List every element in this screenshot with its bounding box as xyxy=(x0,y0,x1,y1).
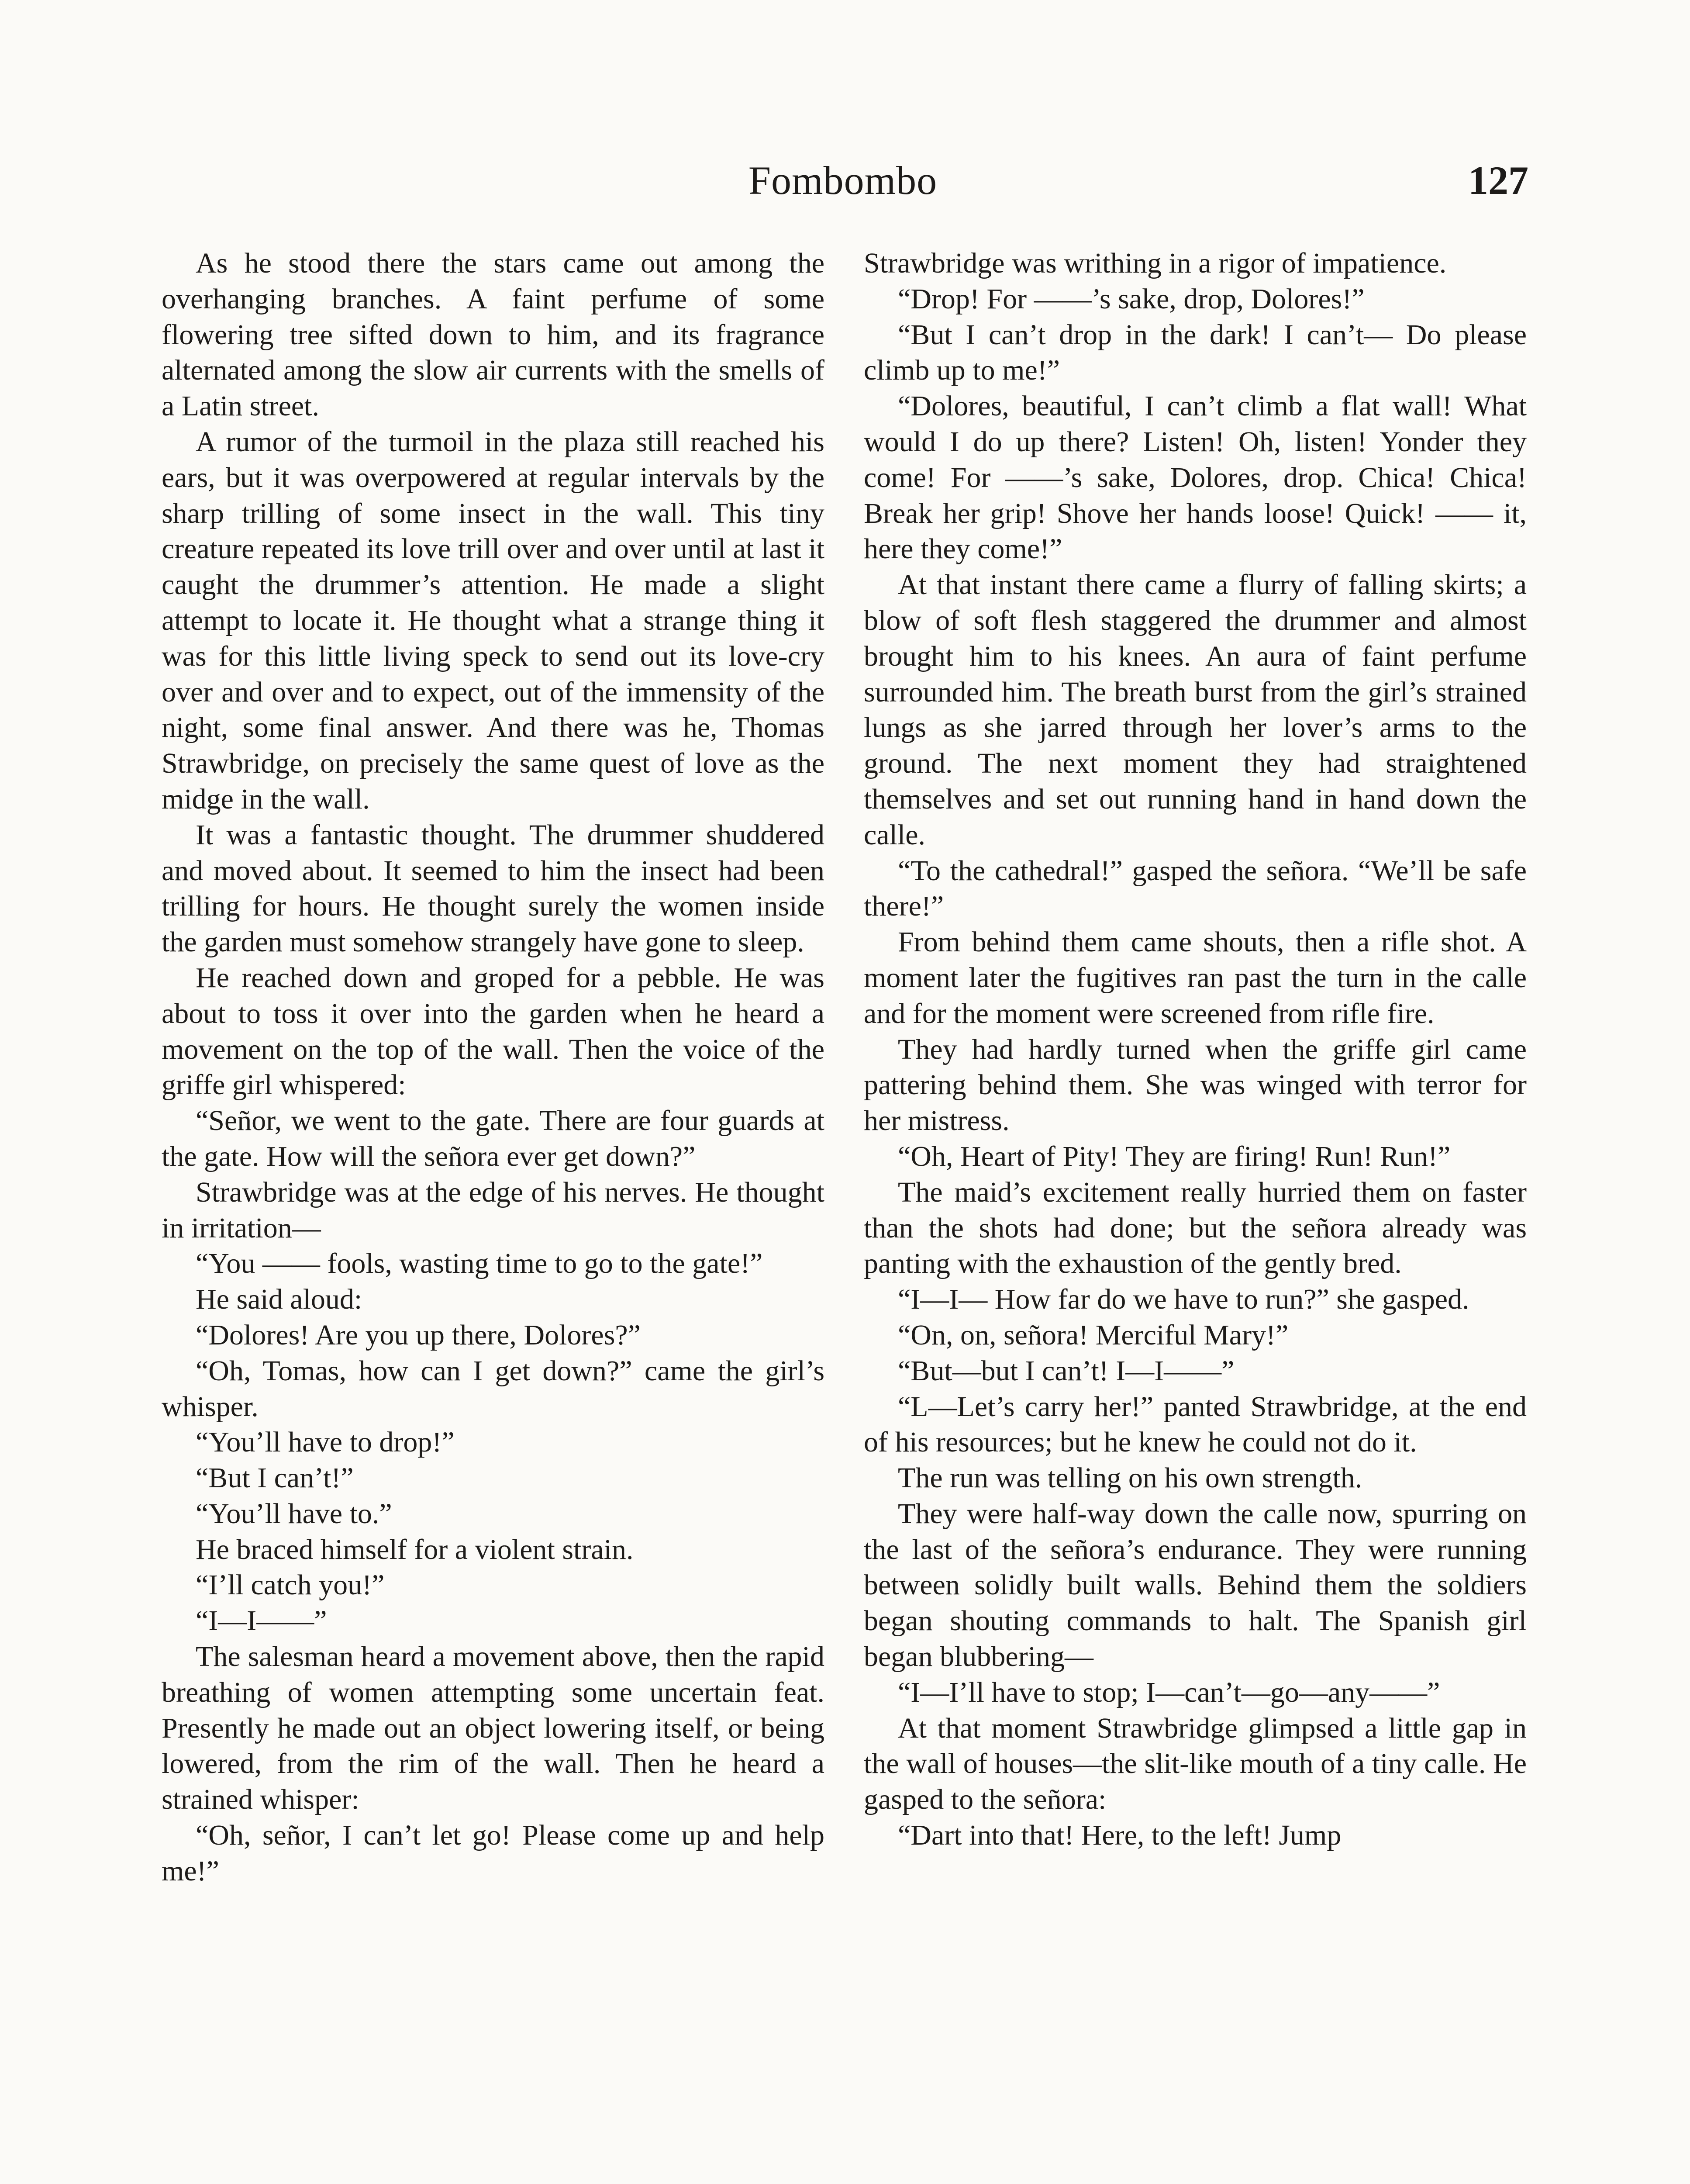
paragraph: “Oh, Tomas, how can I get down?” came the girl’s whisper. xyxy=(162,1355,824,1423)
paragraph: He said aloud: xyxy=(196,1283,362,1316)
right-column xyxy=(864,245,1527,1853)
paragraph: “But I can’t drop in the dark! I can’t— Do please climb up to me!” xyxy=(864,318,1527,387)
paragraph: “Dart into that! Here, to the left! Jump xyxy=(898,1819,1342,1852)
paragraph: “I—I— How far do we have to run?” she gasped. xyxy=(898,1283,1469,1316)
paragraph: As he stood there the stars came out among the overhanging branches. A faint perfume of some flowering tree sifted down to him, and its fragrance alternated among the slow air currents with the smells of a Latin street. xyxy=(162,247,824,422)
paragraph: “Dolores! Are you up there, Dolores?” xyxy=(196,1319,641,1351)
paragraph: They had hardly turned when the griffe girl came pattering behind them. She was winged with terror for her mistress. xyxy=(864,1033,1527,1137)
page-number: 127 xyxy=(1468,158,1528,203)
paragraph: “L—Let’s carry her!” panted Strawbridge, at the end of his resources; but he knew he could not do it. xyxy=(864,1390,1527,1458)
paragraph: Strawbridge was at the edge of his nerves. He thought in irritation— xyxy=(162,1176,824,1244)
paragraph: “You’ll have to.” xyxy=(196,1497,392,1530)
paragraph: “Oh, Heart of Pity! They are firing! Run! Run!” xyxy=(898,1140,1451,1172)
paragraph: “But—but I can’t! I—I——” xyxy=(898,1355,1235,1387)
running-title: Fombombo xyxy=(748,158,938,203)
paragraph: “Oh, señor, I can’t let go! Please come up and help me!” xyxy=(162,1819,824,1887)
paragraph: He reached down and groped for a pebble. He was about to toss it over into the garden when he heard a movement on the top of the wall. Then the voice of the griffe girl whispered: xyxy=(162,961,824,1101)
paragraph: “I—I’ll have to stop; I—can’t—go—any——” xyxy=(898,1676,1440,1708)
paragraph: They were half-way down the calle now, spurring on the last of the señora’s endurance. They were running between solidly built walls. Behind them the soldiers began shouting commands to halt. The Spanish girl began blubbering— xyxy=(864,1497,1527,1673)
page-header xyxy=(157,157,1528,218)
paragraph: “You’ll have to drop!” xyxy=(196,1426,455,1458)
paragraph: “Drop! For ——’s sake, drop, Dolores!” xyxy=(898,283,1365,315)
paragraph: The run was telling on his own strength. xyxy=(898,1462,1362,1494)
paragraph: At that instant there came a flurry of falling skirts; a blow of soft flesh staggered the drummer and almost brought him to his knees. An aura of faint perfume surrounded him. The breath burst from the girl’s strained lungs as she jarred through her lover’s arms to the ground. The next moment they had straightened themselves and set out running hand in hand down the calle. xyxy=(864,569,1527,851)
paragraph: It was a fantastic thought. The drummer shuddered and moved about. It seemed to him the insect had been trilling for hours. He thought surely the women inside the garden must somehow strangely have gone to sleep. xyxy=(162,819,824,958)
paragraph: The maid’s excitement really hurried them on faster than the shots had done; but the señora already was panting with the exhaustion of the gently bred. xyxy=(864,1176,1527,1280)
paragraph: From behind them came shouts, then a rifle shot. A moment later the fugitives ran past the turn in the calle and for the moment were screened from rifle fire. xyxy=(864,926,1527,1030)
paragraph: “But I can’t!” xyxy=(196,1462,354,1494)
paragraph: “Dolores, beautiful, I can’t climb a flat wall! What would I do up there? Listen! Oh, listen! Yonder they come! For ——’s sake, Dolores, drop. Chica! Chica! Break her grip! Shove her hands loose! Quick! —— it, here they come!” xyxy=(864,390,1527,565)
paragraph: He braced himself for a violent strain. xyxy=(196,1533,634,1565)
paragraph: “On, on, señora! Merciful Mary!” xyxy=(898,1319,1289,1351)
continued-paragraph: Strawbridge was writhing in a rigor of impatience. xyxy=(864,247,1447,279)
paragraph: “I’ll catch you!” xyxy=(196,1569,385,1601)
paragraph: At that moment Strawbridge glimpsed a little gap in the wall of houses—the slit-like mouth of a tiny calle. He gasped to the señora: xyxy=(864,1712,1527,1816)
paragraph: “I—I——” xyxy=(196,1605,327,1637)
paragraph: “Señor, we went to the gate. There are four guards at the gate. How will the señora ever get down?” xyxy=(162,1105,824,1172)
paragraph: A rumor of the turmoil in the plaza still reached his ears, but it was overpowered at regular intervals by the sharp trilling of some insect in the wall. This tiny creature repeated its love trill over and over until at last it caught the drummer’s attention. He made a slight attempt to locate it. He thought what a strange thing it was for this little living speck to send out its love-cry over and over and to expect, out of the immensity of the night, some final answer. And there was he, Thomas Strawbridge, on precisely the same quest of love as the midge in the wall. xyxy=(162,425,824,815)
paragraph: “You —— fools, wasting time to go to the gate!” xyxy=(196,1248,763,1280)
left-column xyxy=(162,245,824,1889)
paragraph: The salesman heard a movement above, then the rapid breathing of women attempting some uncertain feat. Presently he made out an object lowering itself, or being lowered, from the rim of the wall. Then he heard a strained whisper: xyxy=(162,1641,824,1816)
paragraph: “To the cathedral!” gasped the señora. “We’ll be safe there!” xyxy=(864,854,1527,923)
